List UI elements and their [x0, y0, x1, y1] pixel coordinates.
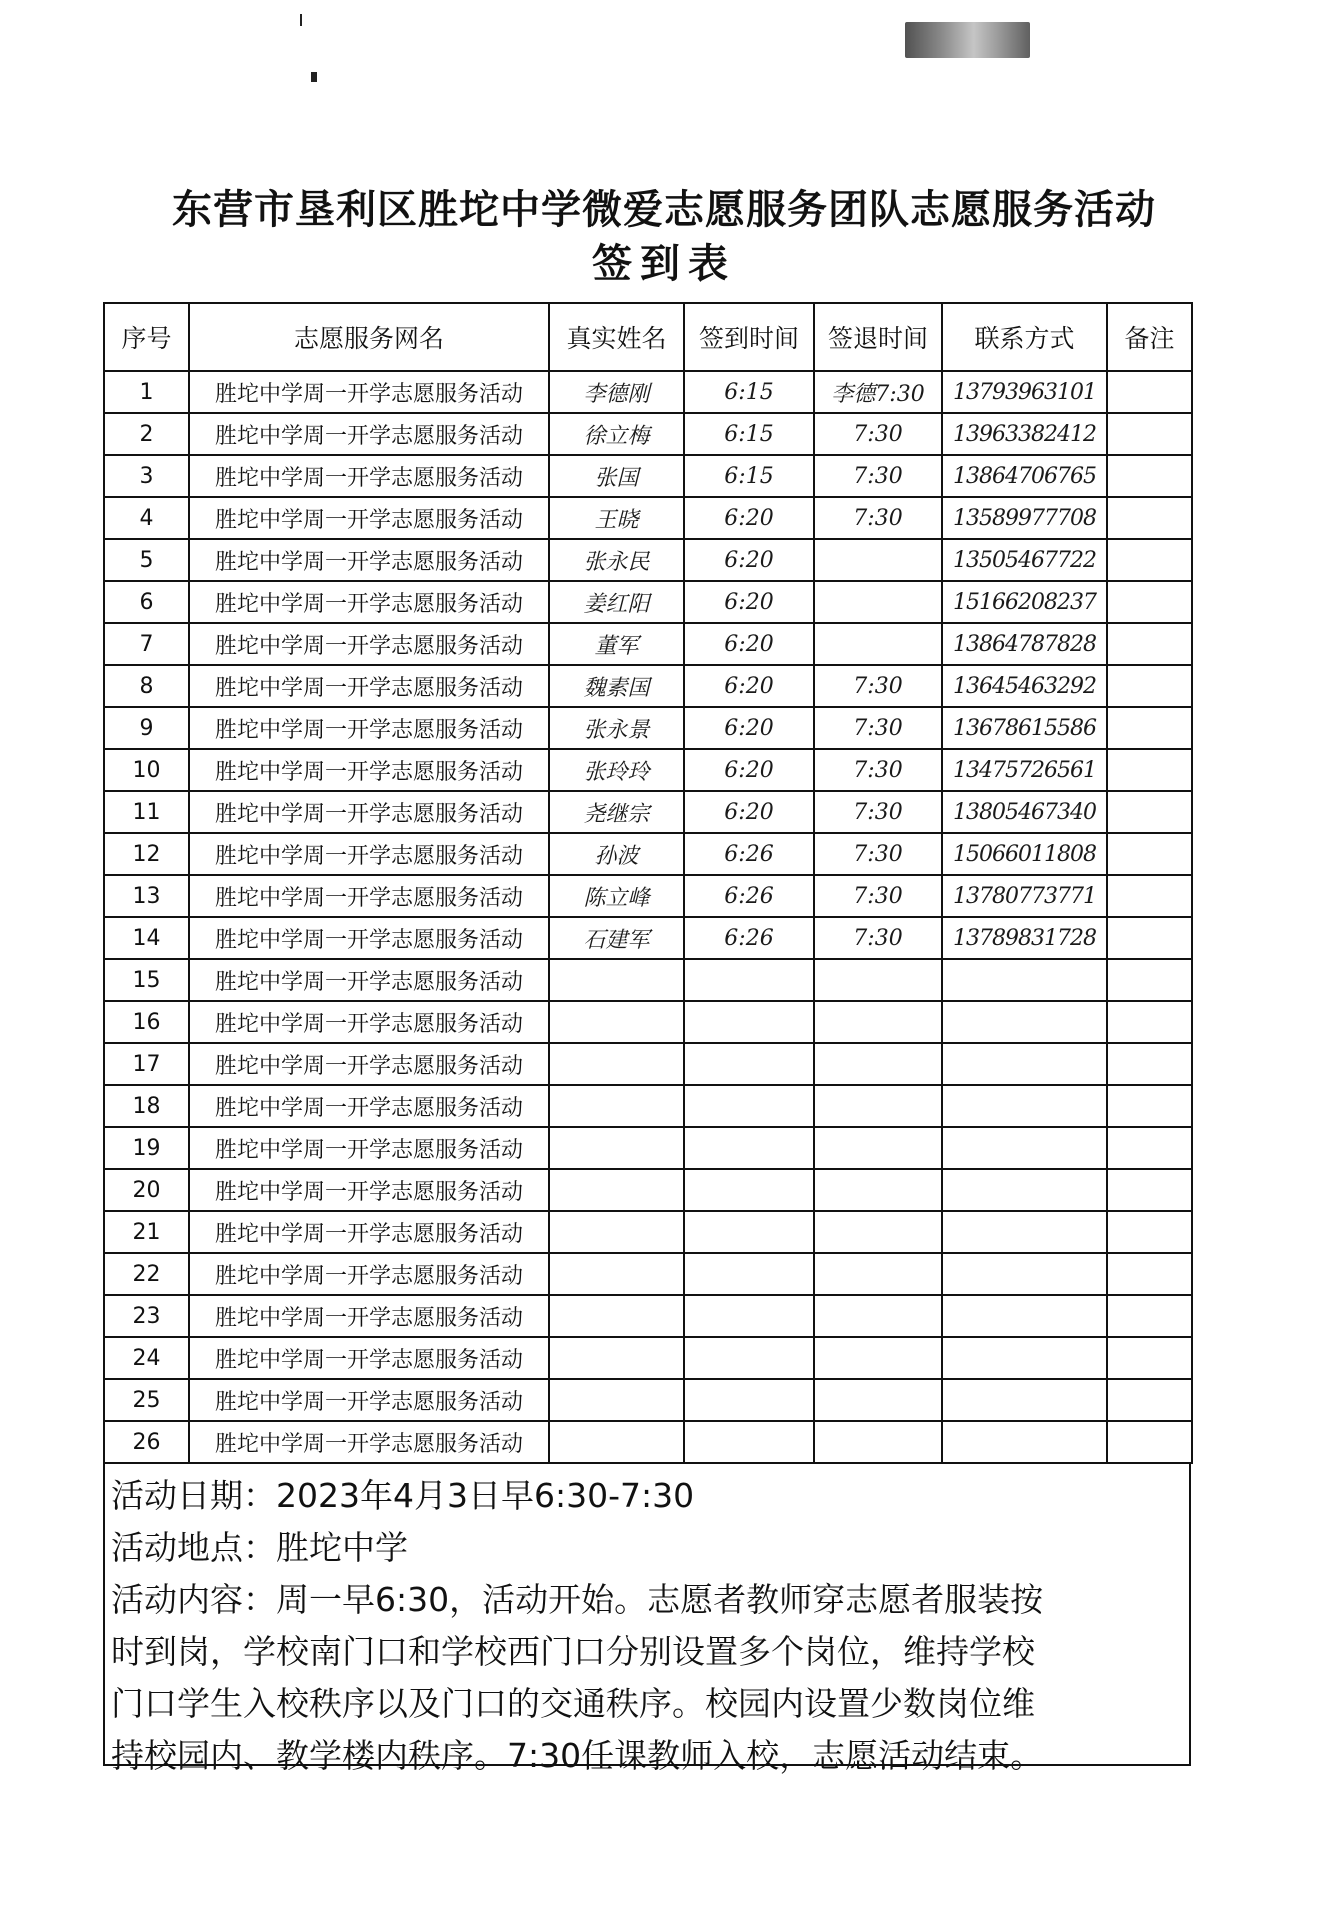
table-row — [104, 1421, 1192, 1463]
sign-out-time: 7:30 — [814, 833, 942, 875]
activity-name: 胜坨中学周一开学志愿服务活动 — [189, 833, 549, 875]
sign-out-time — [814, 581, 942, 623]
row-number: 11 — [104, 791, 189, 833]
sign-in-time: 6:20 — [684, 497, 814, 539]
sign-in-time: 6:20 — [684, 665, 814, 707]
contact-phone — [942, 1001, 1107, 1043]
remark — [1107, 1169, 1192, 1211]
contact-phone — [942, 1379, 1107, 1421]
remark — [1107, 1127, 1192, 1169]
scan-mark — [300, 14, 302, 26]
real-name: 徐立梅 — [549, 413, 684, 455]
table-row — [104, 959, 1192, 1001]
activity-name: 胜坨中学周一开学志愿服务活动 — [189, 1253, 549, 1295]
table-row — [104, 1253, 1192, 1295]
activity-name: 胜坨中学周一开学志愿服务活动 — [189, 623, 549, 665]
sign-in-time — [684, 1001, 814, 1043]
header-cell: 序号 — [104, 303, 189, 371]
remark — [1107, 455, 1192, 497]
table-row — [104, 875, 1192, 917]
activity-content-line: 时到岗，学校南门口和学校西门口分别设置多个岗位，维持学校 — [111, 1632, 1035, 1671]
remark — [1107, 749, 1192, 791]
real-name: 张玲玲 — [549, 749, 684, 791]
sign-in-time: 6:20 — [684, 581, 814, 623]
sign-in-time — [684, 1211, 814, 1253]
row-number: 15 — [104, 959, 189, 1001]
activity-name: 胜坨中学周一开学志愿服务活动 — [189, 665, 549, 707]
sign-in-time — [684, 1127, 814, 1169]
sign-out-time: 7:30 — [814, 791, 942, 833]
header-cell: 志愿服务网名 — [189, 303, 549, 371]
activity-name: 胜坨中学周一开学志愿服务活动 — [189, 749, 549, 791]
activity-info — [103, 1464, 1191, 1775]
remark — [1107, 1001, 1192, 1043]
row-number: 14 — [104, 917, 189, 959]
sign-in-time — [684, 1253, 814, 1295]
activity-content-line: 门口学生入校秩序以及门口的交通秩序。校园内设置少数岗位维 — [111, 1684, 1035, 1723]
remark — [1107, 959, 1192, 1001]
row-number: 9 — [104, 707, 189, 749]
sign-out-time: 7:30 — [814, 749, 942, 791]
real-name: 石建军 — [549, 917, 684, 959]
remark — [1107, 1379, 1192, 1421]
row-number: 12 — [104, 833, 189, 875]
sign-in-time — [684, 1169, 814, 1211]
contact-phone — [942, 1421, 1107, 1463]
activity-name: 胜坨中学周一开学志愿服务活动 — [189, 1379, 549, 1421]
activity-name: 胜坨中学周一开学志愿服务活动 — [189, 539, 549, 581]
sign-out-time: 7:30 — [814, 497, 942, 539]
page-title: 东营市垦利区胜坨中学微爱志愿服务团队志愿服务活动 — [172, 187, 1156, 233]
contact-phone: 13789831728 — [942, 917, 1107, 959]
real-name — [549, 1379, 684, 1421]
sign-in-time: 6:26 — [684, 917, 814, 959]
table-row — [104, 749, 1192, 791]
table-row — [104, 539, 1192, 581]
remark — [1107, 917, 1192, 959]
contact-phone: 13645463292 — [942, 665, 1107, 707]
remark — [1107, 413, 1192, 455]
row-number: 3 — [104, 455, 189, 497]
activity-content-line: 持校园内、教学楼内秩序。7:30任课教师入校，志愿活动结束。 — [111, 1736, 1044, 1775]
remark — [1107, 833, 1192, 875]
remark — [1107, 791, 1192, 833]
row-number: 4 — [104, 497, 189, 539]
header-cell: 真实姓名 — [549, 303, 684, 371]
table-row — [104, 581, 1192, 623]
contact-phone: 13963382412 — [942, 413, 1107, 455]
real-name — [549, 1211, 684, 1253]
contact-phone — [942, 1127, 1107, 1169]
table-row — [104, 623, 1192, 665]
contact-phone: 13864787828 — [942, 623, 1107, 665]
contact-phone — [942, 1253, 1107, 1295]
sign-in-table — [103, 302, 1193, 1464]
table-row — [104, 1337, 1192, 1379]
table-row — [104, 707, 1192, 749]
table-row — [104, 917, 1192, 959]
activity-date: 活动日期：2023年4月3日早6:30-7:30 — [111, 1476, 695, 1515]
sign-out-time — [814, 1001, 942, 1043]
page-subtitle: 签到表 — [592, 241, 736, 287]
row-number: 24 — [104, 1337, 189, 1379]
row-number: 5 — [104, 539, 189, 581]
remark — [1107, 875, 1192, 917]
activity-name: 胜坨中学周一开学志愿服务活动 — [189, 917, 549, 959]
real-name — [549, 1337, 684, 1379]
sign-out-time: 李德7:30 — [814, 371, 942, 413]
activity-content-line: 活动内容：周一早6:30，活动开始。志愿者教师穿志愿者服装按 — [111, 1580, 1044, 1619]
contact-phone — [942, 1085, 1107, 1127]
contact-phone: 13505467722 — [942, 539, 1107, 581]
sign-out-time: 7:30 — [814, 413, 942, 455]
sign-in-time: 6:15 — [684, 455, 814, 497]
contact-phone: 13475726561 — [942, 749, 1107, 791]
sign-in-time: 6:20 — [684, 707, 814, 749]
row-number: 2 — [104, 413, 189, 455]
activity-name: 胜坨中学周一开学志愿服务活动 — [189, 1295, 549, 1337]
activity-name: 胜坨中学周一开学志愿服务活动 — [189, 959, 549, 1001]
contact-phone: 13589977708 — [942, 497, 1107, 539]
row-number: 19 — [104, 1127, 189, 1169]
real-name — [549, 1001, 684, 1043]
row-number: 20 — [104, 1169, 189, 1211]
real-name: 张永景 — [549, 707, 684, 749]
remark — [1107, 1085, 1192, 1127]
sign-in-time: 6:20 — [684, 749, 814, 791]
sign-out-time — [814, 1043, 942, 1085]
sign-in-time — [684, 1421, 814, 1463]
activity-location: 活动地点：胜坨中学 — [111, 1528, 408, 1567]
remark — [1107, 1043, 1192, 1085]
sign-out-time — [814, 623, 942, 665]
sign-out-time: 7:30 — [814, 707, 942, 749]
activity-name: 胜坨中学周一开学志愿服务活动 — [189, 1085, 549, 1127]
remark — [1107, 623, 1192, 665]
real-name: 王晓 — [549, 497, 684, 539]
contact-phone: 15166208237 — [942, 581, 1107, 623]
sign-out-time — [814, 1085, 942, 1127]
activity-name: 胜坨中学周一开学志愿服务活动 — [189, 707, 549, 749]
activity-name: 胜坨中学周一开学志愿服务活动 — [189, 497, 549, 539]
table-row — [104, 791, 1192, 833]
sign-out-time — [814, 539, 942, 581]
table-body — [104, 371, 1192, 1463]
table-row — [104, 1085, 1192, 1127]
sign-out-time — [814, 959, 942, 1001]
row-number: 10 — [104, 749, 189, 791]
remark — [1107, 1421, 1192, 1463]
sign-out-time — [814, 1295, 942, 1337]
table-row — [104, 1127, 1192, 1169]
contact-phone — [942, 1295, 1107, 1337]
activity-name: 胜坨中学周一开学志愿服务活动 — [189, 1169, 549, 1211]
sign-in-time: 6:20 — [684, 623, 814, 665]
table-row — [104, 371, 1192, 413]
row-number: 18 — [104, 1085, 189, 1127]
sign-in-time: 6:15 — [684, 413, 814, 455]
table-row — [104, 1001, 1192, 1043]
remark — [1107, 539, 1192, 581]
real-name: 魏素国 — [549, 665, 684, 707]
real-name — [549, 1085, 684, 1127]
table-row — [104, 1043, 1192, 1085]
sign-in-time — [684, 1337, 814, 1379]
header-cell: 联系方式 — [942, 303, 1107, 371]
scanned-tape-strip — [905, 22, 1030, 58]
contact-phone — [942, 1043, 1107, 1085]
row-number: 23 — [104, 1295, 189, 1337]
real-name: 孙波 — [549, 833, 684, 875]
table-header-row — [104, 303, 1192, 371]
scan-mark — [311, 72, 317, 82]
activity-name: 胜坨中学周一开学志愿服务活动 — [189, 1001, 549, 1043]
activity-name: 胜坨中学周一开学志愿服务活动 — [189, 1211, 549, 1253]
table-row — [104, 1169, 1192, 1211]
sign-out-time — [814, 1337, 942, 1379]
sign-out-time: 7:30 — [814, 455, 942, 497]
table-row — [104, 413, 1192, 455]
contact-phone: 13793963101 — [942, 371, 1107, 413]
table-row — [104, 455, 1192, 497]
contact-phone: 13678615586 — [942, 707, 1107, 749]
sign-in-time: 6:15 — [684, 371, 814, 413]
remark — [1107, 581, 1192, 623]
activity-name: 胜坨中学周一开学志愿服务活动 — [189, 791, 549, 833]
row-number: 1 — [104, 371, 189, 413]
sign-in-time — [684, 1085, 814, 1127]
remark — [1107, 497, 1192, 539]
sign-in-time — [684, 959, 814, 1001]
remark — [1107, 707, 1192, 749]
real-name: 尧继宗 — [549, 791, 684, 833]
activity-name: 胜坨中学周一开学志愿服务活动 — [189, 1421, 549, 1463]
row-number: 25 — [104, 1379, 189, 1421]
sign-in-time — [684, 1379, 814, 1421]
remark — [1107, 665, 1192, 707]
contact-phone: 13805467340 — [942, 791, 1107, 833]
activity-name: 胜坨中学周一开学志愿服务活动 — [189, 455, 549, 497]
real-name — [549, 1169, 684, 1211]
contact-phone: 13780773771 — [942, 875, 1107, 917]
remark — [1107, 1337, 1192, 1379]
remark — [1107, 1295, 1192, 1337]
sign-out-time — [814, 1253, 942, 1295]
real-name: 董军 — [549, 623, 684, 665]
row-number: 22 — [104, 1253, 189, 1295]
row-number: 6 — [104, 581, 189, 623]
activity-name: 胜坨中学周一开学志愿服务活动 — [189, 875, 549, 917]
sign-in-time: 6:26 — [684, 833, 814, 875]
row-number: 13 — [104, 875, 189, 917]
row-number: 16 — [104, 1001, 189, 1043]
activity-name: 胜坨中学周一开学志愿服务活动 — [189, 1043, 549, 1085]
real-name — [549, 959, 684, 1001]
table-row — [104, 1211, 1192, 1253]
sign-out-time — [814, 1127, 942, 1169]
sign-in-time: 6:20 — [684, 539, 814, 581]
activity-name: 胜坨中学周一开学志愿服务活动 — [189, 371, 549, 413]
table-row — [104, 1295, 1192, 1337]
remark — [1107, 1253, 1192, 1295]
real-name: 陈立峰 — [549, 875, 684, 917]
contact-phone — [942, 1169, 1107, 1211]
row-number: 7 — [104, 623, 189, 665]
table-row — [104, 833, 1192, 875]
sign-out-time: 7:30 — [814, 875, 942, 917]
row-number: 26 — [104, 1421, 189, 1463]
remark — [1107, 371, 1192, 413]
real-name: 姜红阳 — [549, 581, 684, 623]
activity-name: 胜坨中学周一开学志愿服务活动 — [189, 1337, 549, 1379]
row-number: 8 — [104, 665, 189, 707]
sign-out-time — [814, 1211, 942, 1253]
activity-name: 胜坨中学周一开学志愿服务活动 — [189, 413, 549, 455]
table-row — [104, 497, 1192, 539]
table-row — [104, 1379, 1192, 1421]
header-cell: 签退时间 — [814, 303, 942, 371]
real-name — [549, 1043, 684, 1085]
sign-out-time — [814, 1379, 942, 1421]
table-row — [104, 665, 1192, 707]
real-name: 张永民 — [549, 539, 684, 581]
contact-phone: 13864706765 — [942, 455, 1107, 497]
sign-in-time — [684, 1043, 814, 1085]
contact-phone — [942, 1211, 1107, 1253]
row-number: 21 — [104, 1211, 189, 1253]
real-name — [549, 1127, 684, 1169]
contact-phone — [942, 1337, 1107, 1379]
real-name: 张国 — [549, 455, 684, 497]
real-name — [549, 1295, 684, 1337]
real-name — [549, 1421, 684, 1463]
activity-name: 胜坨中学周一开学志愿服务活动 — [189, 581, 549, 623]
header-cell: 备注 — [1107, 303, 1192, 371]
real-name — [549, 1253, 684, 1295]
remark — [1107, 1211, 1192, 1253]
sign-in-time: 6:20 — [684, 791, 814, 833]
real-name: 李德刚 — [549, 371, 684, 413]
contact-phone: 15066011808 — [942, 833, 1107, 875]
row-number: 17 — [104, 1043, 189, 1085]
sign-out-time — [814, 1421, 942, 1463]
sign-in-time: 6:26 — [684, 875, 814, 917]
header-cell: 签到时间 — [684, 303, 814, 371]
sign-out-time: 7:30 — [814, 665, 942, 707]
contact-phone — [942, 959, 1107, 1001]
sign-out-time: 7:30 — [814, 917, 942, 959]
activity-name: 胜坨中学周一开学志愿服务活动 — [189, 1127, 549, 1169]
sign-in-time — [684, 1295, 814, 1337]
sign-out-time — [814, 1169, 942, 1211]
